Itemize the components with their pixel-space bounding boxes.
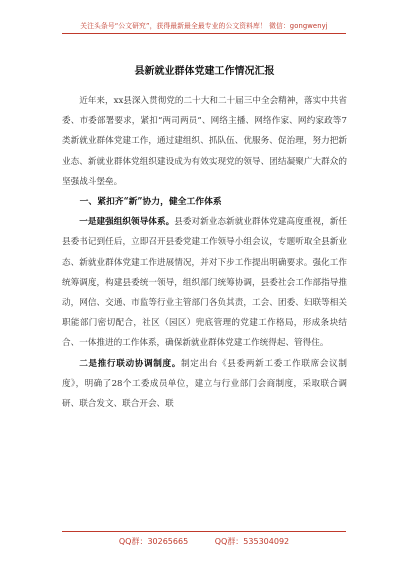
header-promo-note: 关注头条号“公文研究”，获得最新最全最专业的公文资料库！ 微信：gongwenyj [80, 22, 328, 30]
footer-qq-group-1: QQ群：30265665 [118, 537, 189, 546]
section-heading-1: 一、紧扣齐“新”协力，健全工作体系 [79, 197, 222, 208]
paragraph-2-body: 制定出台《县委两新工委工作联席会议制度》，明确了28个工委成员单位，建立与行业部门会商制度，采取联合调研、联合发文、联合开会、联 [62, 358, 347, 410]
document-body [62, 62, 347, 414]
paragraph-2 [62, 354, 347, 415]
header-divider [62, 33, 346, 34]
footer-divider [62, 531, 346, 532]
paragraph-1-body: 县委对新业态新就业群体党建高度重视，新任县委书记到任后，立即召开县委党建工作领导小组会议，专题听取全县新业态、新就业群体党建工作进展情况，并对下步工作提出明确要求。强化工作统筹调度，构建县委统一领导，组织部门统筹协调，县委社会工作部指导推动，网信、交通、市监等行业主管部门各负其责，工会、团委、妇联等相关职能部门密切配合，社区（园区）兜底管理的党建工作格局，形成条块结合、一体推进的工作体系，确保新就业群体党建工作统得起、管得住。 [62, 217, 347, 349]
intro-paragraph: 近年来，xx县深入贯彻党的二十大和二十届三中全会精神，落实中共省委、市委部署要求，紧扣“两司两员”、网络主播、网络作家、网约家政等7类新就业群体党建工作，通过建组织、抓队伍、优服务、促治理，努力把新业态、新就业群体党组织建设成为有效实现党的领导、团结凝聚广大群众的坚强战斗堡垒。 [62, 96, 347, 187]
document-title: 县新就业群体党建工作情况汇报 [134, 66, 275, 77]
paragraph-2-lead: 二是推行联动协调制度。 [79, 358, 182, 369]
footer-qq-group-2: QQ群：535304092 [214, 537, 290, 546]
paragraph-1-lead: 一是建强组织领导体系。 [79, 217, 175, 228]
footer-contact [0, 536, 408, 547]
paragraph-1 [62, 212, 347, 353]
